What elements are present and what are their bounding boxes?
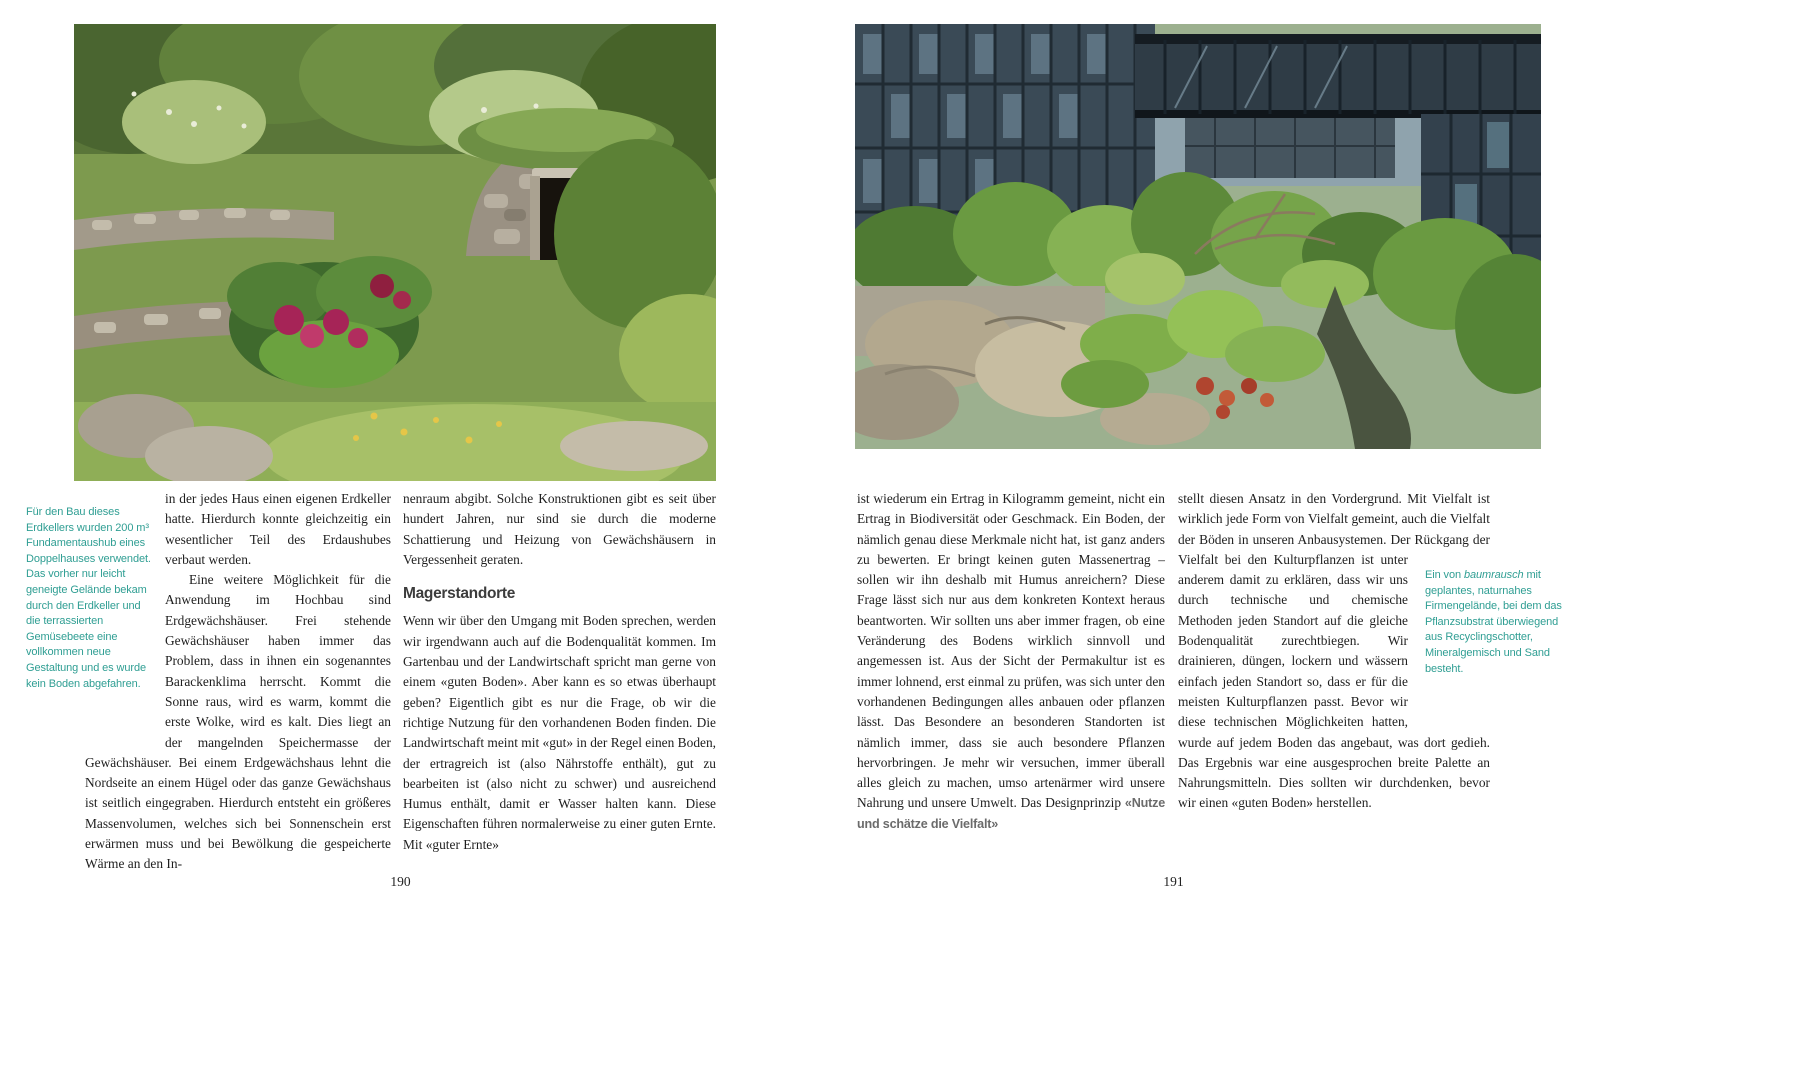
margin-note-text: mit geplantes, naturnahes Firmengelände, bei dem das Pflanzsubstrat überwiegend aus Recyclingschotter, Mineralgemisch und Sand besteht. xyxy=(1425,569,1562,675)
brand-name: baumrausch xyxy=(1463,569,1524,581)
stone-slab xyxy=(560,421,708,471)
margin-note-text: Ein von xyxy=(1425,569,1464,581)
body-text: ist wiederum ein Ertrag in Kilogramm gemeint, nicht ein Ertrag in Biodiversität oder Geschmack. Ein Boden, der nämlich genau diese Merkmale nicht hat, ist ganz anders zu bewerten. Er bringt keinen guten Massenertrag – sollen wir ihn deshalb mit Humus anreichern? Diese Frage lässt sich nur aus dem konkreten Kontext heraus beantworten. Wir sollten uns aber immer fragen, ob eine Veränderung des Bodens wirklich sinnvoll und angemessen ist. Aus der Sicht der Permakultur ist es immer lohnend, erst einmal zu prüfen, was sich unter den vorhandenen Bedingungen alles anbauen oder pflanzen lässt. Das Besondere an besonderen Standorten ist nämlich immer, dass sie auch besondere Pflanzen hervorbringen. Je mehr wir versuchen, immer überall alles gleich zu machen, umso artenärmer wird unsere Nahrung und unsere Umwelt. Das Designprinzip xyxy=(857,491,1165,811)
layout-indent-spacer xyxy=(85,489,165,733)
left-page-column-2 xyxy=(403,489,716,855)
margin-note-erdkeller: Für den Bau dieses Erdkellers wurden 200 m³ Fundamentaushub eines Doppelhauses verwendet. Das vorher nur leicht geneigte Gelände bekam durch den Erdkeller und die terrassierten Gemüsebeete eine vollkommen neue Gestaltung und es wurde kein Boden abgefahren. xyxy=(26,506,151,690)
page-number-right: 191 xyxy=(1163,874,1184,889)
right-page-column-1 xyxy=(857,489,1165,834)
garden-root-cellar-photo xyxy=(74,24,716,481)
body-paragraph: Eine weitere Möglichkeit für die Anwendung im Hochbau sind Erdgewächshäuser. Frei stehende Gewächshäuser haben immer das Problem, dass in ihnen ein sogenanntes Barackenklima herrscht. Kommt die Sonne raus, wird es warm, kommt die erste Wolke, wird es kalt. Dies liegt an der mangelnden Speichermasse der Gewächshäuser. Bei einem Erdgewächshaus lehnt die Nordseite an einem Hügel oder das ganze Gewächshaus ist seitlich eingegraben. Hierdurch entsteht ein größeres Massenvolumen, welches sich bei Sonnenschein erst erwärmen muss und bei Bewölkung die gespeicherte Wärme an den In- xyxy=(85,572,391,872)
body-text: Vielfalt bei den Kulturpflanzen ist unter anderem damit zu erklären, dass wir uns durch technische und chemische Methoden jeden Standort auf die gleiche Bodenqualität zurechtbiegen. Wir drainieren, düngen, lockern und wässern einfach jeden Standort so, dass er für die meisten Kulturpflanzen passt. Bevor wir diese technischen Möglichkeiten hatten, wurde auf jedem Boden das angebaut, was dort gedieh. Das Ergebnis war eine ausgesprochen breite Palette an Nahrungsmitteln. Dies sollten wir durchdenken, bevor wir einen «guten Boden» herstellen. xyxy=(1178,551,1490,811)
left-page-column-1 xyxy=(85,489,391,875)
corporate-garden-illustration xyxy=(855,24,1541,449)
page-number-left: 190 xyxy=(390,874,411,889)
section-heading-magerstandorte: Magerstandorte xyxy=(403,585,516,603)
glass-bridge xyxy=(1135,34,1541,118)
body-paragraph xyxy=(857,489,1165,834)
body-text: stellt diesen Ansatz in den Vordergrund. Mit Vielfalt ist wirklich jede Form von Vielfalt gemeint, auch die Vielfalt der Böden in unseren Anbausystemen. Der Rückgang der xyxy=(1178,491,1490,547)
corporate-garden-photo xyxy=(855,24,1541,449)
design-principle-quote: «Nutze und schätze die Vielfalt» xyxy=(857,796,1165,831)
garden-root-cellar-illustration xyxy=(74,24,716,481)
body-paragraph: in der jedes Haus einen eigenen Erdkeller hatte. Hierdurch konnte gleichzeitig ein wesentlicher Teil des Erdaushubes verbaut werden. xyxy=(165,491,391,567)
body-paragraph: nenraum abgibt. Solche Konstruktionen gibt es seit über hundert Jahren, nur sind sie durch die moderne Schattierung und Heizung von Gewächshäusern in Vergessenheit geraten. xyxy=(403,491,716,567)
margin-note-baumrausch xyxy=(1425,568,1575,677)
body-paragraph: Wenn wir über den Umgang mit Boden sprechen, werden wir irgendwann auch auf die Bodenqualität kommen. Im Gartenbau und der Landwirtschaft spricht man gerne von einem «guten Boden». Aber kann es so etwas überhaupt geben? Eigentlich gibt es nur die Frage, ob wir die richtige Nutzung für den vorhandenen Boden finden. Die Landwirtschaft meint mit «gut» in der Regel einen Boden, der ertragreich ist (also Nährstoffe enthält), gut zu bearbeiten ist (also nicht zu schwer) und ausreichend Humus enthält, damit er Wasser halten kann. Diese Eigenschaften führen normalerweise zu einer guten Ernte. Mit «guter Ernte» xyxy=(403,613,716,852)
